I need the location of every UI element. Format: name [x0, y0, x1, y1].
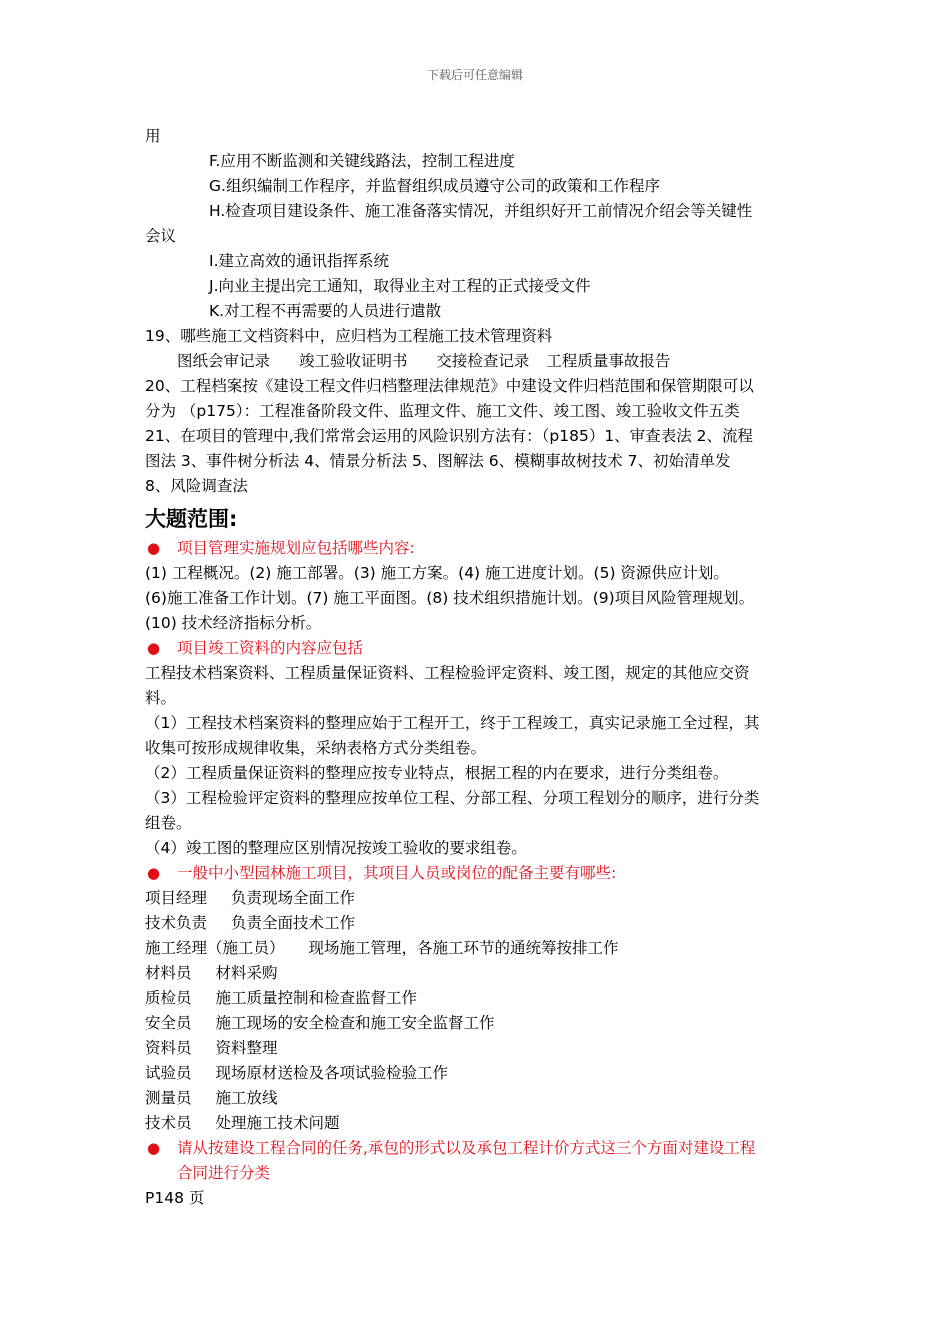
- role-duty: 施工现场的安全检查和施工安全监督工作: [215, 1014, 495, 1032]
- role-duty: 现场施工管理，各施工环节的通统筹按排工作: [308, 939, 619, 957]
- text-line: (1) 工程概况。(2) 施工部署。(3) 施工方案。(4) 施工进度计划。(5) 资源供应计划。: [145, 564, 729, 582]
- role-row: [145, 961, 810, 986]
- bullet-icon: ●: [147, 539, 161, 557]
- answer-item: 图纸会审记录: [177, 352, 271, 370]
- role-row: [145, 936, 810, 961]
- text-line: 工程技术档案资料、工程质量保证资料、工程检验评定资料、竣工图，规定的其他应交资: [145, 664, 750, 682]
- bullet-icon: ●: [147, 864, 161, 882]
- topic-title: [145, 861, 810, 886]
- role-duty: 处理施工技术问题: [215, 1114, 340, 1132]
- role-row: [145, 1111, 810, 1136]
- role-name: 技术员: [145, 1114, 192, 1132]
- top-lines: [145, 124, 810, 324]
- text-line: H.检查项目建设条件、施工准备落实情况，并组织好开工前情况介绍会等关键性: [209, 202, 753, 220]
- role-duty: 施工质量控制和检查监督工作: [215, 989, 418, 1007]
- role-name: 材料员: [145, 964, 192, 982]
- text-line: G.组织编制工作程序，并监督组织成员遵守公司的政策和工作程序: [209, 177, 660, 195]
- section-heading: 大题范围:: [145, 507, 238, 531]
- question-20-line: 分为 （p175）：工程准备阶段文件、监理文件、施工文件、竣工图、竣工验收文件五类: [145, 402, 740, 420]
- text-line: 料。: [145, 689, 177, 707]
- question-19-answers: [145, 349, 810, 374]
- text-line: （4）竣工图的整理应区别情况按竣工验收的要求组卷。: [145, 839, 527, 857]
- text-line: J.向业主提出完工通知，取得业主对工程的正式接受文件: [209, 277, 591, 295]
- role-name: 项目经理: [145, 889, 208, 907]
- topic-title-text: 请从按建设工程合同的任务,承包的形式以及承包工程计价方式这三个方面对建设工程: [177, 1139, 756, 1157]
- role-duty: 现场原材送检及各项试验检验工作: [215, 1064, 449, 1082]
- text-line: K.对工程不再需要的人员进行遣散: [209, 302, 442, 320]
- text-line: （2）工程质量保证资料的整理应按专业特点，根据工程的内在要求，进行分类组卷。: [145, 764, 729, 782]
- text-line: （3）工程检验评定资料的整理应按单位工程、分部工程、分项工程划分的顺序，进行分类: [145, 789, 760, 807]
- answer-item: 交接检查记录: [436, 352, 530, 370]
- topic-title-continued: 合同进行分类: [177, 1164, 271, 1182]
- page-reference: P148 页: [145, 1189, 205, 1207]
- question-21-line: 8、风险调查法: [145, 477, 248, 495]
- role-name: 安全员: [145, 1014, 192, 1032]
- topic-title: [145, 536, 810, 561]
- role-duty: 负责全面技术工作: [231, 914, 356, 932]
- bullet-icon: ●: [147, 639, 161, 657]
- role-duty: 负责现场全面工作: [231, 889, 356, 907]
- role-name: 试验员: [145, 1064, 192, 1082]
- answer-item: 工程质量事故报告: [546, 352, 671, 370]
- page-header: 下载后可任意编辑: [426, 68, 523, 82]
- role-name: 技术负责: [145, 914, 208, 932]
- question-20-line: 20、工程档案按《建设工程文件归档整理法律规范》中建设文件归档范围和保管期限可以: [145, 377, 754, 395]
- text-line: 会议: [145, 227, 177, 245]
- topic-title-text: 一般中小型园林施工项目，其项目人员或岗位的配备主要有哪些:: [177, 864, 617, 882]
- role-row: [145, 1036, 810, 1061]
- role-row: [145, 886, 810, 911]
- text-line: 用: [145, 127, 161, 145]
- topic-title-text: 项目管理实施规划应包括哪些内容:: [177, 539, 415, 557]
- text-line: (10) 技术经济指标分析。: [145, 614, 322, 632]
- role-row: [145, 986, 810, 1011]
- topic-title: [145, 1136, 810, 1161]
- text-line: 组卷。: [145, 814, 192, 832]
- text-line: I.建立高效的通讯指挥系统: [209, 252, 389, 270]
- text-line: 收集可按形成规律收集，采纳表格方式分类组卷。: [145, 739, 487, 757]
- question-21-line: 图法 3、事件树分析法 4、情景分析法 5、图解法 6、模糊事故树技术 7、初始清单发: [145, 452, 731, 470]
- question-21-line: 21、在项目的管理中,我们常常会运用的风险识别方法有：（p185）1、审查表法 2、流程: [145, 427, 753, 445]
- role-name: 施工经理（施工员）: [145, 939, 285, 957]
- topic-title: [145, 636, 810, 661]
- role-name: 测量员: [145, 1089, 192, 1107]
- text-line: （1）工程技术档案资料的整理应始于工程开工，终于工程竣工，真实记录施工全过程，其: [145, 714, 760, 732]
- role-name: 质检员: [145, 989, 192, 1007]
- bullet-icon: ●: [147, 1139, 161, 1157]
- answer-item: 竣工验收证明书: [298, 352, 408, 370]
- role-duty: 材料采购: [215, 964, 278, 982]
- text-line: (6)施工准备工作计划。(7) 施工平面图。(8) 技术组织措施计划。(9)项目风险管理规划。: [145, 589, 755, 607]
- role-row: [145, 1061, 810, 1086]
- topic-title-text: 项目竣工资料的内容应包括: [177, 639, 364, 657]
- role-duty: 资料整理: [215, 1039, 278, 1057]
- question-19: 19、哪些施工文档资料中，应归档为工程施工技术管理资料: [145, 327, 553, 345]
- text-line: F.应用不断监测和关键线路法，控制工程进度: [209, 152, 515, 170]
- role-name: 资料员: [145, 1039, 192, 1057]
- document-body: [145, 124, 810, 1211]
- role-row: [145, 1011, 810, 1036]
- role-row: [145, 911, 810, 936]
- role-row: [145, 1086, 810, 1111]
- role-duty: 施工放线: [215, 1089, 278, 1107]
